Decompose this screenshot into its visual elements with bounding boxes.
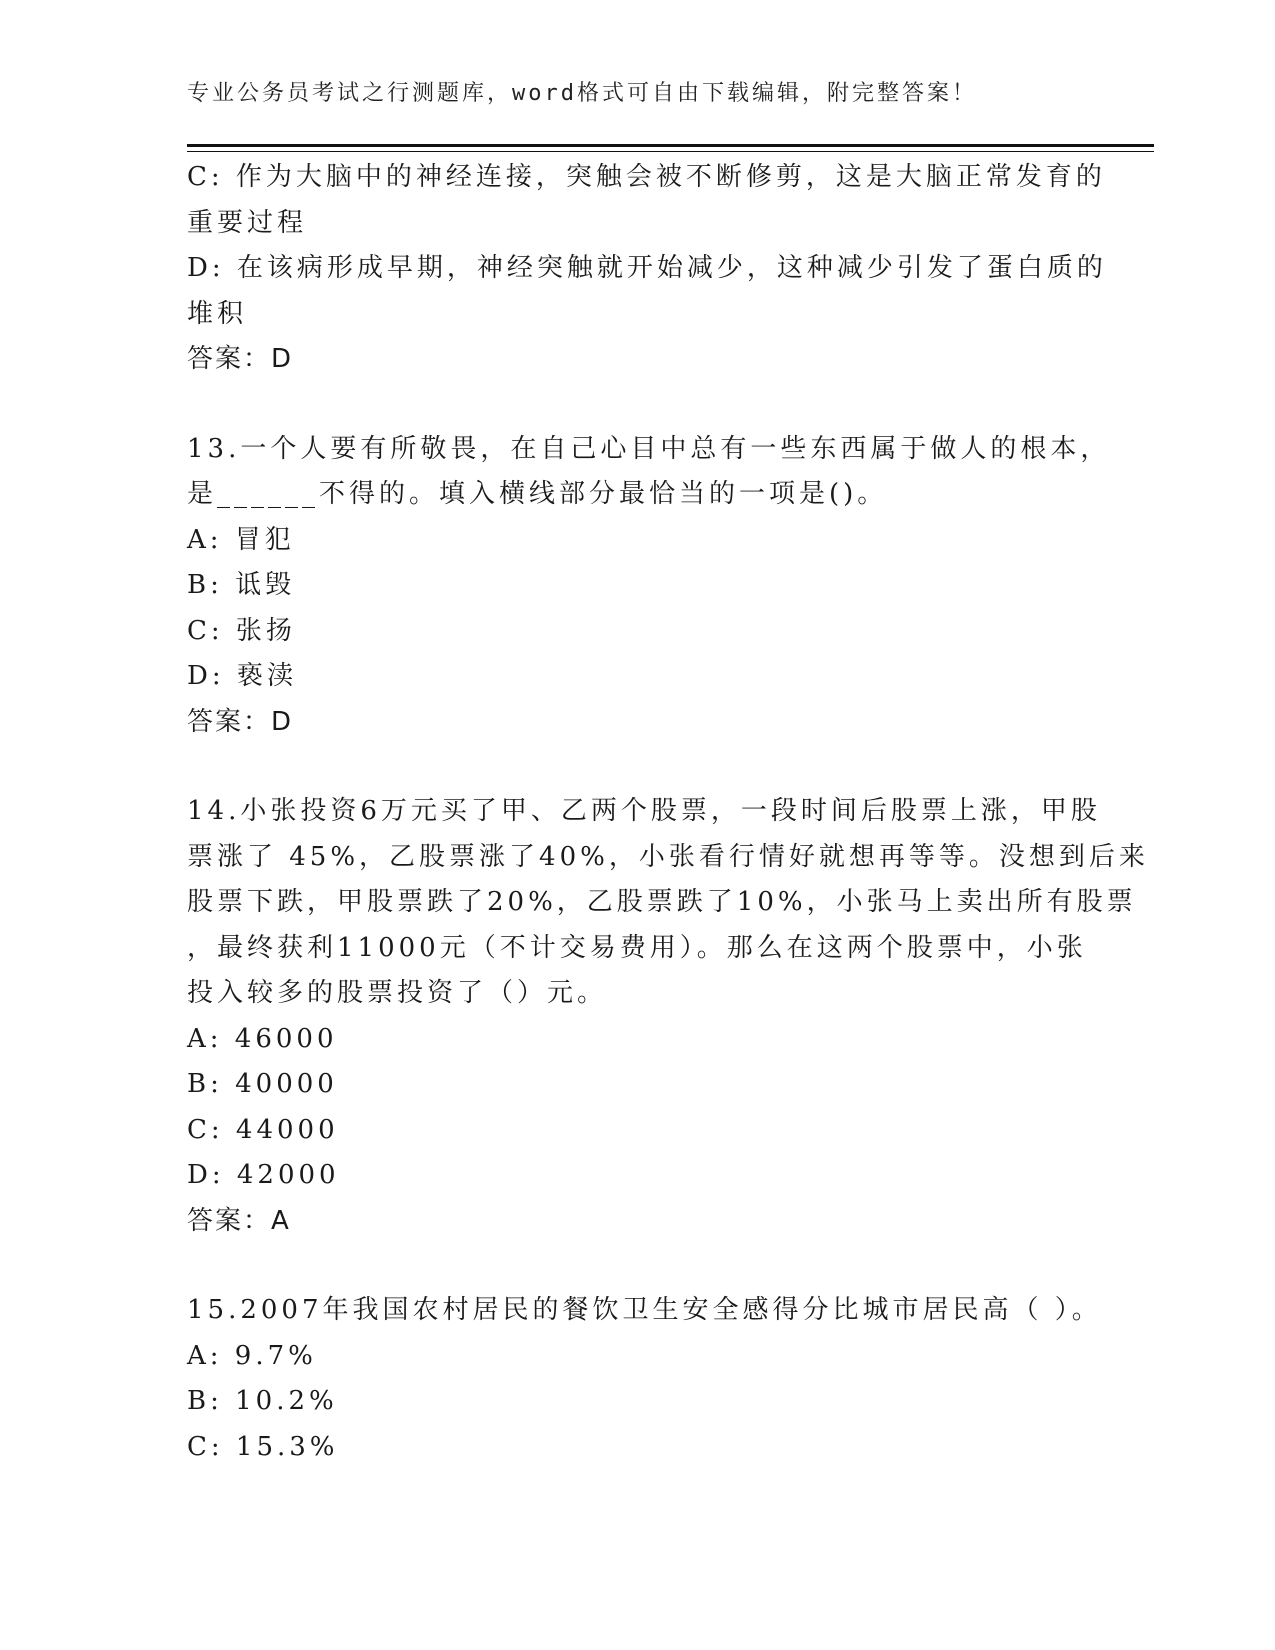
q14-stem-line3: 股票下跌，甲股票跌了20%，乙股票跌了10%，小张马上卖出所有股票 xyxy=(187,887,1137,917)
q13-option-d: D: 亵渎 xyxy=(187,661,297,691)
spacer xyxy=(187,383,1087,427)
q15-stem-line1: 15.2007年我国农村居民的餐饮卫生安全感得分比城市居民高（ ）。 xyxy=(187,1295,1102,1325)
q12-option-c-line2: 重要过程 xyxy=(187,207,308,238)
q12-option-d-line2: 堆积 xyxy=(187,298,248,329)
q14-option-c: C: 44000 xyxy=(187,1114,339,1145)
q15-option-b: B: 10.2% xyxy=(187,1386,338,1416)
q13-stem-line2: 是______不得的。填入横线部分最恰当的一项是()。 xyxy=(187,479,888,509)
q14-option-b: B: 40000 xyxy=(187,1069,338,1099)
page-header-title: 专业公务员考试之行测题库，word格式可自由下载编辑，附完整答案！ xyxy=(187,81,977,106)
q15-option-a: A: 9.7% xyxy=(187,1340,317,1371)
question-13 xyxy=(187,427,1111,746)
q12-option-c-line1: C: 作为大脑中的神经连接，突触会被不断修剪，这是大脑正常发育的 xyxy=(187,162,1106,192)
q14-stem-line5: 投入较多的股票投资了（）元。 xyxy=(187,978,608,1008)
header-rule-thin xyxy=(187,151,1154,152)
q13-option-a: A: 冒犯 xyxy=(187,524,295,555)
q15-option-c: C: 15.3% xyxy=(187,1431,339,1462)
spacer xyxy=(187,745,1087,789)
q13-answer: 答案：D xyxy=(187,706,294,737)
question-15 xyxy=(187,1288,1102,1470)
spacer xyxy=(187,1244,1087,1288)
q14-option-d: D: 42000 xyxy=(187,1160,340,1190)
q13-option-b: B: 诋毁 xyxy=(187,570,296,600)
question-12-tail xyxy=(187,155,1107,383)
q12-option-d-line1: D: 在该病形成早期，神经突触就开始减少，这种减少引发了蛋白质的 xyxy=(187,253,1107,283)
q12-answer: 答案：D xyxy=(187,344,294,374)
q14-stem-line2: 票涨了 45%，乙股票涨了40%，小张看行情好就想再等等。没想到后来 xyxy=(187,841,1149,872)
question-14 xyxy=(187,789,1149,1244)
header-rule-thick xyxy=(187,144,1154,147)
q14-answer: 答案：A xyxy=(187,1205,291,1236)
q14-option-a: A: 46000 xyxy=(187,1023,338,1054)
q14-stem-line1: 14.小张投资6万元买了甲、乙两个股票，一段时间后股票上涨，甲股 xyxy=(187,796,1101,826)
question-content xyxy=(187,155,1149,1470)
q13-option-c: C: 张扬 xyxy=(187,615,296,646)
q14-stem-line4: ，最终获利11000元（不计交易费用）。那么在这两个股票中，小张 xyxy=(187,932,1087,963)
q13-stem-line1: 13.一个人要有所敬畏，在自己心目中总有一些东西属于做人的根本， xyxy=(187,433,1111,464)
